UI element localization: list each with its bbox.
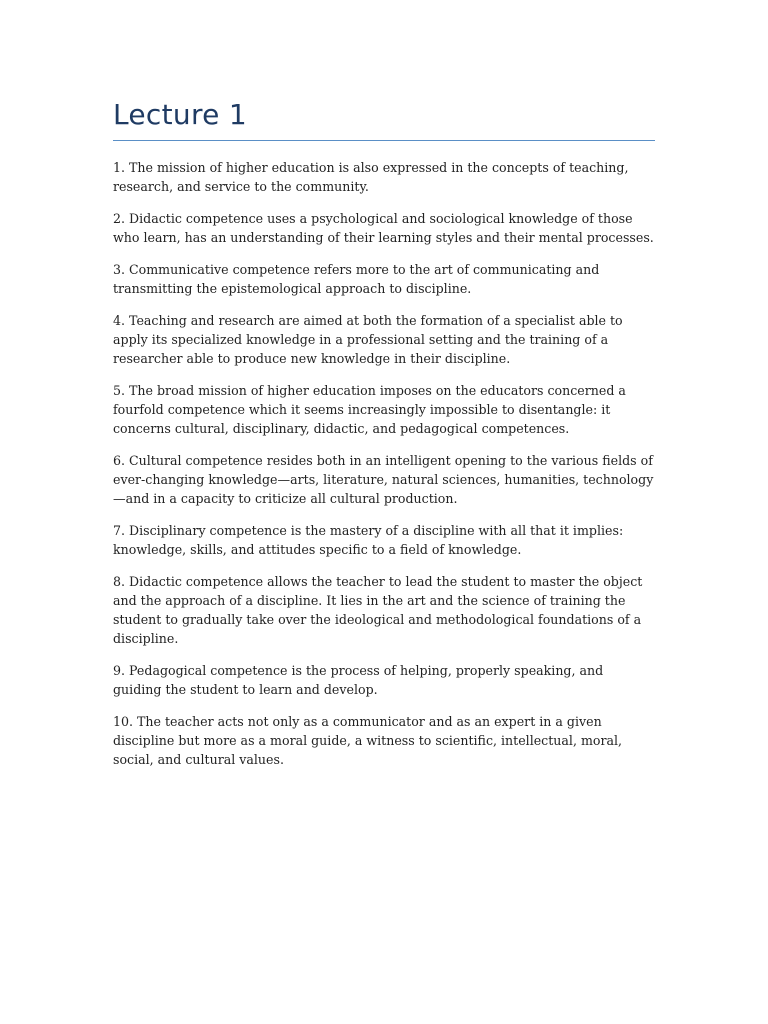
lecture-point: 2. Didactic competence uses a psychological and sociological knowledge of those who learn, has an understanding of their learning styles and their mental processes.: [113, 211, 654, 245]
lecture-point: 10. The teacher acts not only as a communicator and as an expert in a given discipline but more as a moral guide, a witness to scientific, intellectual, moral, social, and cultural values.: [113, 714, 623, 767]
lecture-point: 9. Pedagogical competence is the process of helping, properly speaking, and guiding the student to learn and develop.: [113, 663, 604, 697]
lecture-point: 6. Cultural competence resides both in an intelligent opening to the various fields of ever-changing knowledge—arts, literature, natural sciences, humanities, technology—and in a capacity to criticize all cultural production.: [113, 453, 654, 506]
lecture-points-list: [113, 158, 655, 769]
document-title: Lecture 1: [113, 98, 247, 131]
lecture-point: 5. The broad mission of higher education imposes on the educators concerned a fourfold competence which it seems increasingly impossible to disentangle: it concerns cultural, disciplinary, didactic, and pedagogical competences.: [113, 383, 626, 436]
lecture-point: 7. Disciplinary competence is the mastery of a discipline with all that it implies: knowledge, skills, and attitudes specific to a field of knowledge.: [113, 523, 624, 557]
title-divider: [113, 140, 655, 141]
lecture-point: 8. Didactic competence allows the teacher to lead the student to master the object and the approach of a discipline. It lies in the art and the science of training the student to gradually take over the ideological and methodological foundations of a discipline.: [113, 574, 643, 646]
lecture-point: 1. The mission of higher education is also expressed in the concepts of teaching, research, and service to the community.: [113, 160, 629, 194]
lecture-point: 3. Communicative competence refers more to the art of communicating and transmitting the epistemological approach to discipline.: [113, 262, 600, 296]
lecture-point: 4. Teaching and research are aimed at both the formation of a specialist able to apply its specialized knowledge in a professional setting and the training of a researcher able to produce new knowledge in their discipline.: [113, 313, 623, 366]
document-page: [113, 96, 655, 782]
